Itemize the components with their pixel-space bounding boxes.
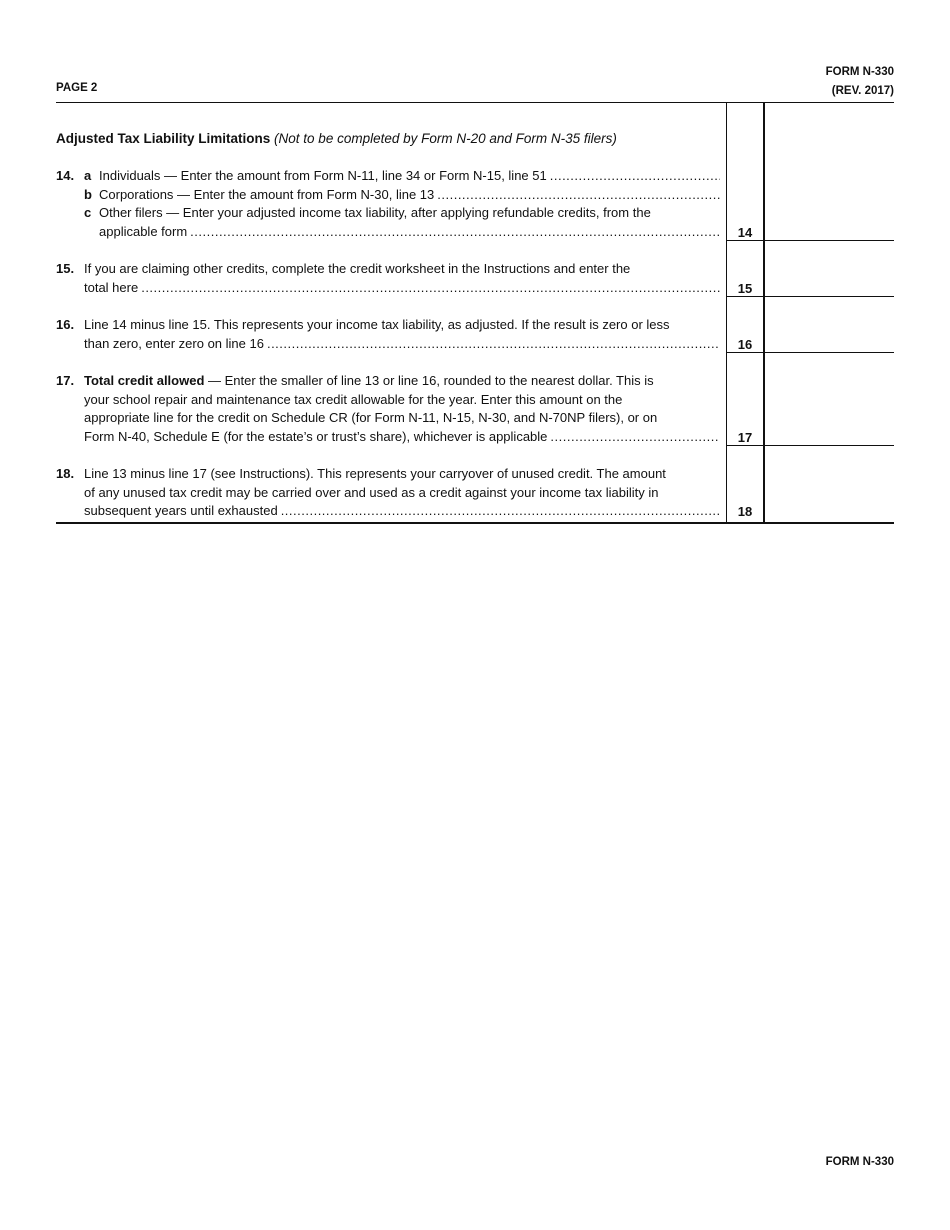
form-revision: (REV. 2017)	[831, 85, 894, 97]
line-17-number: 17.	[56, 373, 75, 388]
line-14c-text-cont: applicable form	[99, 224, 188, 240]
section-title-note: (Not to be completed by Form N-20 and Form N-35 filers)	[274, 131, 617, 146]
line-17-amount-field[interactable]	[763, 353, 894, 445]
leader-dots	[437, 186, 720, 205]
line-17-text-2: your school repair and maintenance tax credit allowable for the year. Enter this amount on the	[84, 391, 623, 407]
line-17-box-label: 17	[737, 430, 753, 445]
line-18-amount-field[interactable]	[763, 446, 894, 521]
line-17-title: Total credit allowed	[84, 373, 205, 388]
line-15	[56, 260, 720, 297]
line-14a-text: Individuals — Enter the amount from Form N-11, line 34 or Form N-15, line 51	[99, 168, 547, 183]
line-16	[56, 316, 720, 353]
line-17-text: — Enter the smaller of line 13 or line 16, rounded to the nearest dollar. This is	[204, 373, 654, 388]
line-17-text-3: appropriate line for the credit on Schedule CR (for Form N-11, N-15, N-30, and N-70NP filers), or on	[84, 410, 658, 426]
form-name: FORM N-330	[825, 66, 894, 78]
footer-form-name: FORM N-330	[825, 1156, 894, 1168]
form-identifier	[826, 63, 894, 101]
line-16-amount-field[interactable]	[763, 297, 894, 352]
section-title-text: Adjusted Tax Liability Limitations	[56, 131, 271, 146]
line-18-text: Line 13 minus line 17 (see Instructions). This represents your carryover of unused credit. The amount	[84, 466, 666, 481]
line-14b-letter: b	[84, 186, 92, 202]
line-16-text-cont: than zero, enter zero on line 16	[84, 335, 264, 351]
line-14b-text: Corporations — Enter the amount from Form N-30, line 13	[99, 186, 435, 202]
line-17-text-4: Form N-40, Schedule E (for the estate’s or trust’s share), whichever is applicable	[84, 429, 548, 445]
line-14c-text: Other filers — Enter your adjusted income tax liability, after applying refundable credits, from the	[99, 205, 651, 221]
line-18	[56, 465, 720, 521]
line-16-text: Line 14 minus line 15. This represents your income tax liability, as adjusted. If the result is zero or less	[84, 317, 670, 332]
line-15-text: If you are claiming other credits, complete the credit worksheet in the Instructions and enter the	[84, 261, 631, 276]
line-15-box-label: 15	[737, 281, 753, 296]
leader-dots	[141, 279, 720, 298]
line-14-number: 14.	[56, 168, 75, 183]
line-18-number: 18.	[56, 466, 75, 481]
line-17	[56, 372, 720, 447]
line-14a-letter: a	[84, 168, 92, 183]
leader-dots	[550, 167, 720, 186]
line-14c-letter: c	[84, 205, 92, 221]
line-14-box-label: 14	[737, 225, 753, 240]
line-15-amount-field[interactable]	[763, 241, 894, 296]
table-bottom-rule	[56, 522, 894, 524]
line-18-box-label: 18	[737, 504, 753, 519]
line-14	[56, 167, 720, 242]
line-16-number: 16.	[56, 317, 75, 332]
leader-dots	[190, 223, 720, 242]
line-number-column-divider	[726, 102, 727, 522]
line-15-number: 15.	[56, 261, 75, 276]
page-number: PAGE 2	[56, 82, 98, 94]
line-15-text-cont: total here	[84, 279, 139, 295]
leader-dots	[281, 502, 720, 521]
leader-dots	[267, 335, 720, 354]
line-16-box-label: 16	[737, 337, 753, 352]
line-14-amount-field[interactable]	[763, 102, 894, 240]
line-18-text-3: subsequent years until exhausted	[84, 503, 278, 519]
leader-dots	[550, 428, 720, 447]
section-title	[56, 131, 617, 146]
line-18-text-2: of any unused tax credit may be carried over and used as a credit against your income tax liability in	[84, 484, 659, 500]
